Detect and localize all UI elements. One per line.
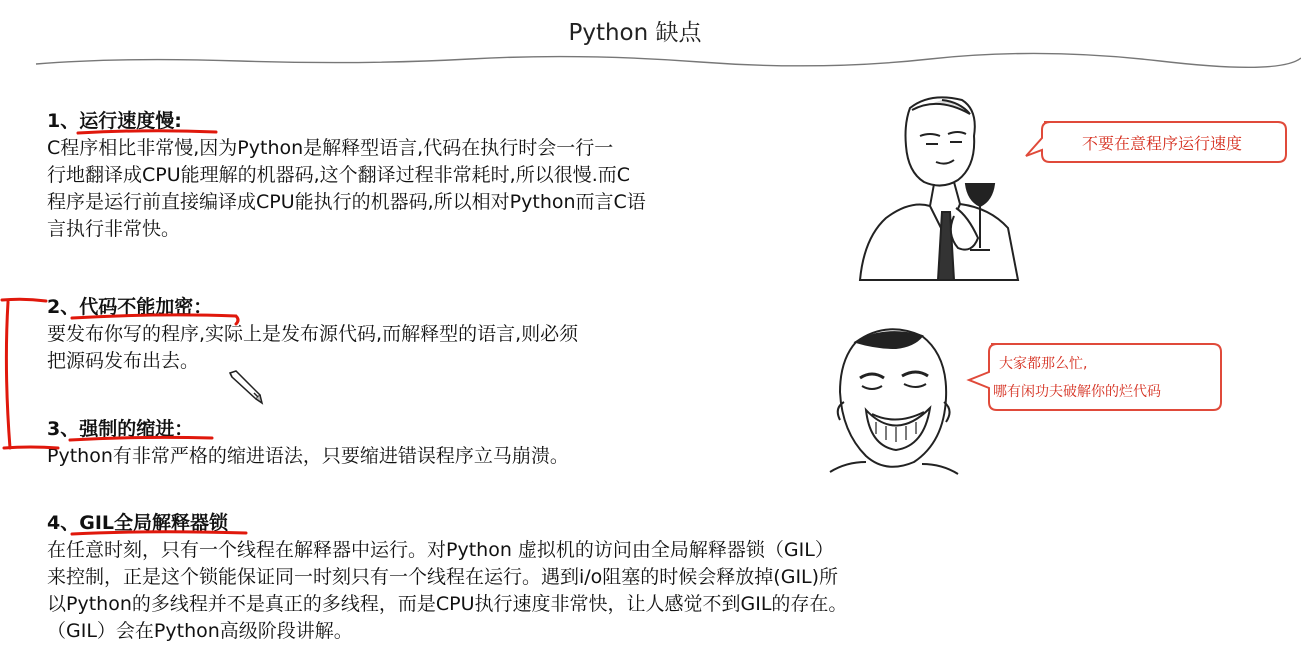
section-2 <box>47 294 807 375</box>
section-4 <box>47 510 1127 645</box>
speech-bubble-top <box>1020 116 1290 174</box>
speech-bubble-bottom <box>965 340 1227 414</box>
section-body: 在任意时刻，只有一个线程在解释器中运行。对Python 虚拟机的访问由全局解释器锁（GIL） 来控制，正是这个锁能保证同一时刻只有一个线程在运行。遇到i/o阻塞的时候会释放掉(GIL)所 以Python的多线程并不是真正的多线程，而是CPU执行速度非常快，让人感觉不到GIL的存在。 （GIL）会在Python高级阶段讲解。 <box>47 539 848 642</box>
bubble-bottom-line1: 大家都那么忙, <box>999 356 1088 372</box>
pen-cursor-icon <box>226 367 266 407</box>
section-heading: 3、强制的缩进： <box>47 418 194 440</box>
section-heading: 1、运行速度慢: <box>47 110 182 132</box>
section-body: C程序相比非常慢,因为Python是解释型语言,代码在执行时会一行一 行地翻译成CPU能理解的机器码,这个翻译过程非常耗时,所以很慢.而C 程序是运行前直接编译成CPU能执行的机器码,所以相对Python而言C语 言执行非常快。 <box>47 137 646 240</box>
laughing-face-illustration <box>826 322 961 477</box>
slide-title: Python 缺点 <box>568 20 702 46</box>
wine-glass-man-illustration <box>850 88 1025 288</box>
section-1 <box>47 108 847 243</box>
title-divider <box>0 44 1301 68</box>
bubble-top-text: 不要在意程序运行速度 <box>1081 134 1243 153</box>
section-heading: 2、代码不能加密： <box>47 296 213 318</box>
section-body: 要发布你写的程序,实际上是发布源代码,而解释型的语言,则必须 把源码发布出去。 <box>47 323 579 372</box>
section-heading: 4、GIL全局解释器锁 <box>47 512 228 534</box>
section-3 <box>47 416 807 470</box>
bubble-bottom-line2: 哪有闲功夫破解你的烂代码 <box>993 384 1161 400</box>
section-body: Python有非常严格的缩进语法，只要缩进错误程序立马崩溃。 <box>47 445 569 467</box>
